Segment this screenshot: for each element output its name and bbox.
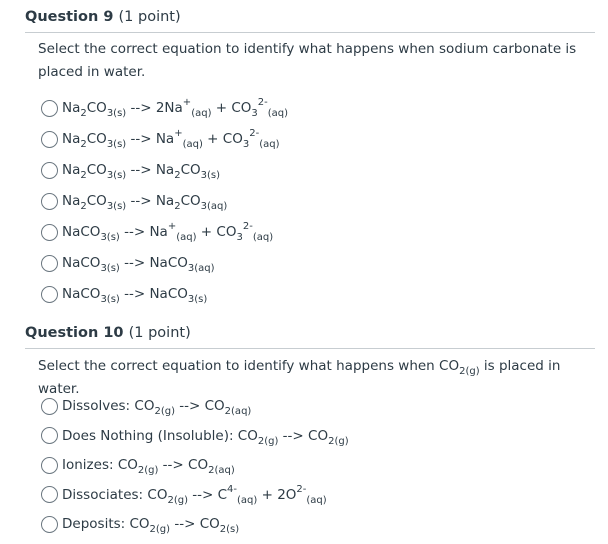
question-10-divider (25, 348, 595, 349)
question-10-label: Question 10 (25, 325, 124, 341)
option-label: NaCO$_{3(s)}$ --> NaCO$_{3(s)}$ (62, 286, 208, 305)
radio-button[interactable] (41, 427, 58, 444)
question-9-title (25, 9, 181, 25)
q9-option-7[interactable] (41, 282, 207, 306)
q10-option-4[interactable] (41, 483, 327, 507)
option-label: NaCO$_{3(s)}$ --> NaCO$_{3(aq)}$ (62, 255, 215, 274)
option-label: $Na_2CO_{3(s)}$ --> $Na_2CO_{3(s)}$ (62, 162, 221, 181)
radio-button[interactable] (41, 100, 58, 117)
q9-option-2[interactable] (41, 127, 279, 151)
q10-option-3[interactable] (41, 453, 235, 477)
option-label: Ionizes: $CO_{2(g)}$ --> $CO_{2(aq)}$ (62, 457, 235, 476)
question-9-points: (1 point) (118, 9, 181, 25)
q9-option-3[interactable] (41, 158, 220, 182)
option-label: $Na_2CO_{3(s)}$ --> $Na_2CO_{3(aq)}$ (62, 193, 228, 212)
question-9-divider (25, 32, 595, 33)
question-10-title (25, 325, 191, 341)
q9-option-1[interactable] (41, 96, 288, 120)
q10-option-5[interactable] (41, 512, 239, 536)
question-10-points: (1 point) (128, 325, 191, 341)
radio-button[interactable] (41, 286, 58, 303)
radio-button[interactable] (41, 224, 58, 241)
q9-option-6[interactable] (41, 251, 215, 275)
radio-button[interactable] (41, 457, 58, 474)
radio-button[interactable] (41, 398, 58, 415)
question-10-prompt: Select the correct equation to identify what happens when $CO_{2(g)}$ is placed in water. (38, 358, 561, 397)
q10-option-2[interactable] (41, 424, 349, 448)
option-label: Dissociates: $CO_{2(g)}$ --> $C^{4-}_{(aq)} + 2O^{2-}_{(aq)}$ (62, 483, 327, 506)
option-label: Does Nothing (Insoluble): $CO_{2(g)}$ --> $CO_{2(g)}$ (62, 427, 349, 447)
radio-button[interactable] (41, 131, 58, 148)
option-label: NaCO$_{3(s)}$ --> $Na^+_{(aq)} + CO_3^{2-}_{(aq)}$ (62, 221, 274, 243)
question-9-label: Question 9 (25, 9, 114, 25)
option-label: Deposits: $CO_{2(g)}$ --> $CO_{2(s)}$ (62, 516, 240, 535)
radio-button[interactable] (41, 162, 58, 179)
radio-button[interactable] (41, 486, 58, 503)
radio-button[interactable] (41, 193, 58, 210)
q9-option-4[interactable] (41, 189, 227, 213)
q10-option-1[interactable] (41, 394, 251, 418)
question-9-prompt: Select the correct equation to identify what happens when sodium carbonate is placed in water. (38, 41, 577, 80)
radio-button[interactable] (41, 516, 58, 533)
option-label: $Na_2CO_{3(s)}$ --> $Na^+_{(aq)} + CO_3^{2-}_{(aq)}$ (62, 128, 280, 150)
q9-option-5[interactable] (41, 220, 273, 244)
option-label: $Na_2CO_{3(s)}$ --> $2Na^+_{(aq)} + CO_3^{2-}_{(aq)}$ (62, 97, 289, 119)
radio-button[interactable] (41, 255, 58, 272)
option-label: Dissolves: $CO_{2(g)}$ --> $CO_{2(aq)}$ (62, 398, 252, 417)
